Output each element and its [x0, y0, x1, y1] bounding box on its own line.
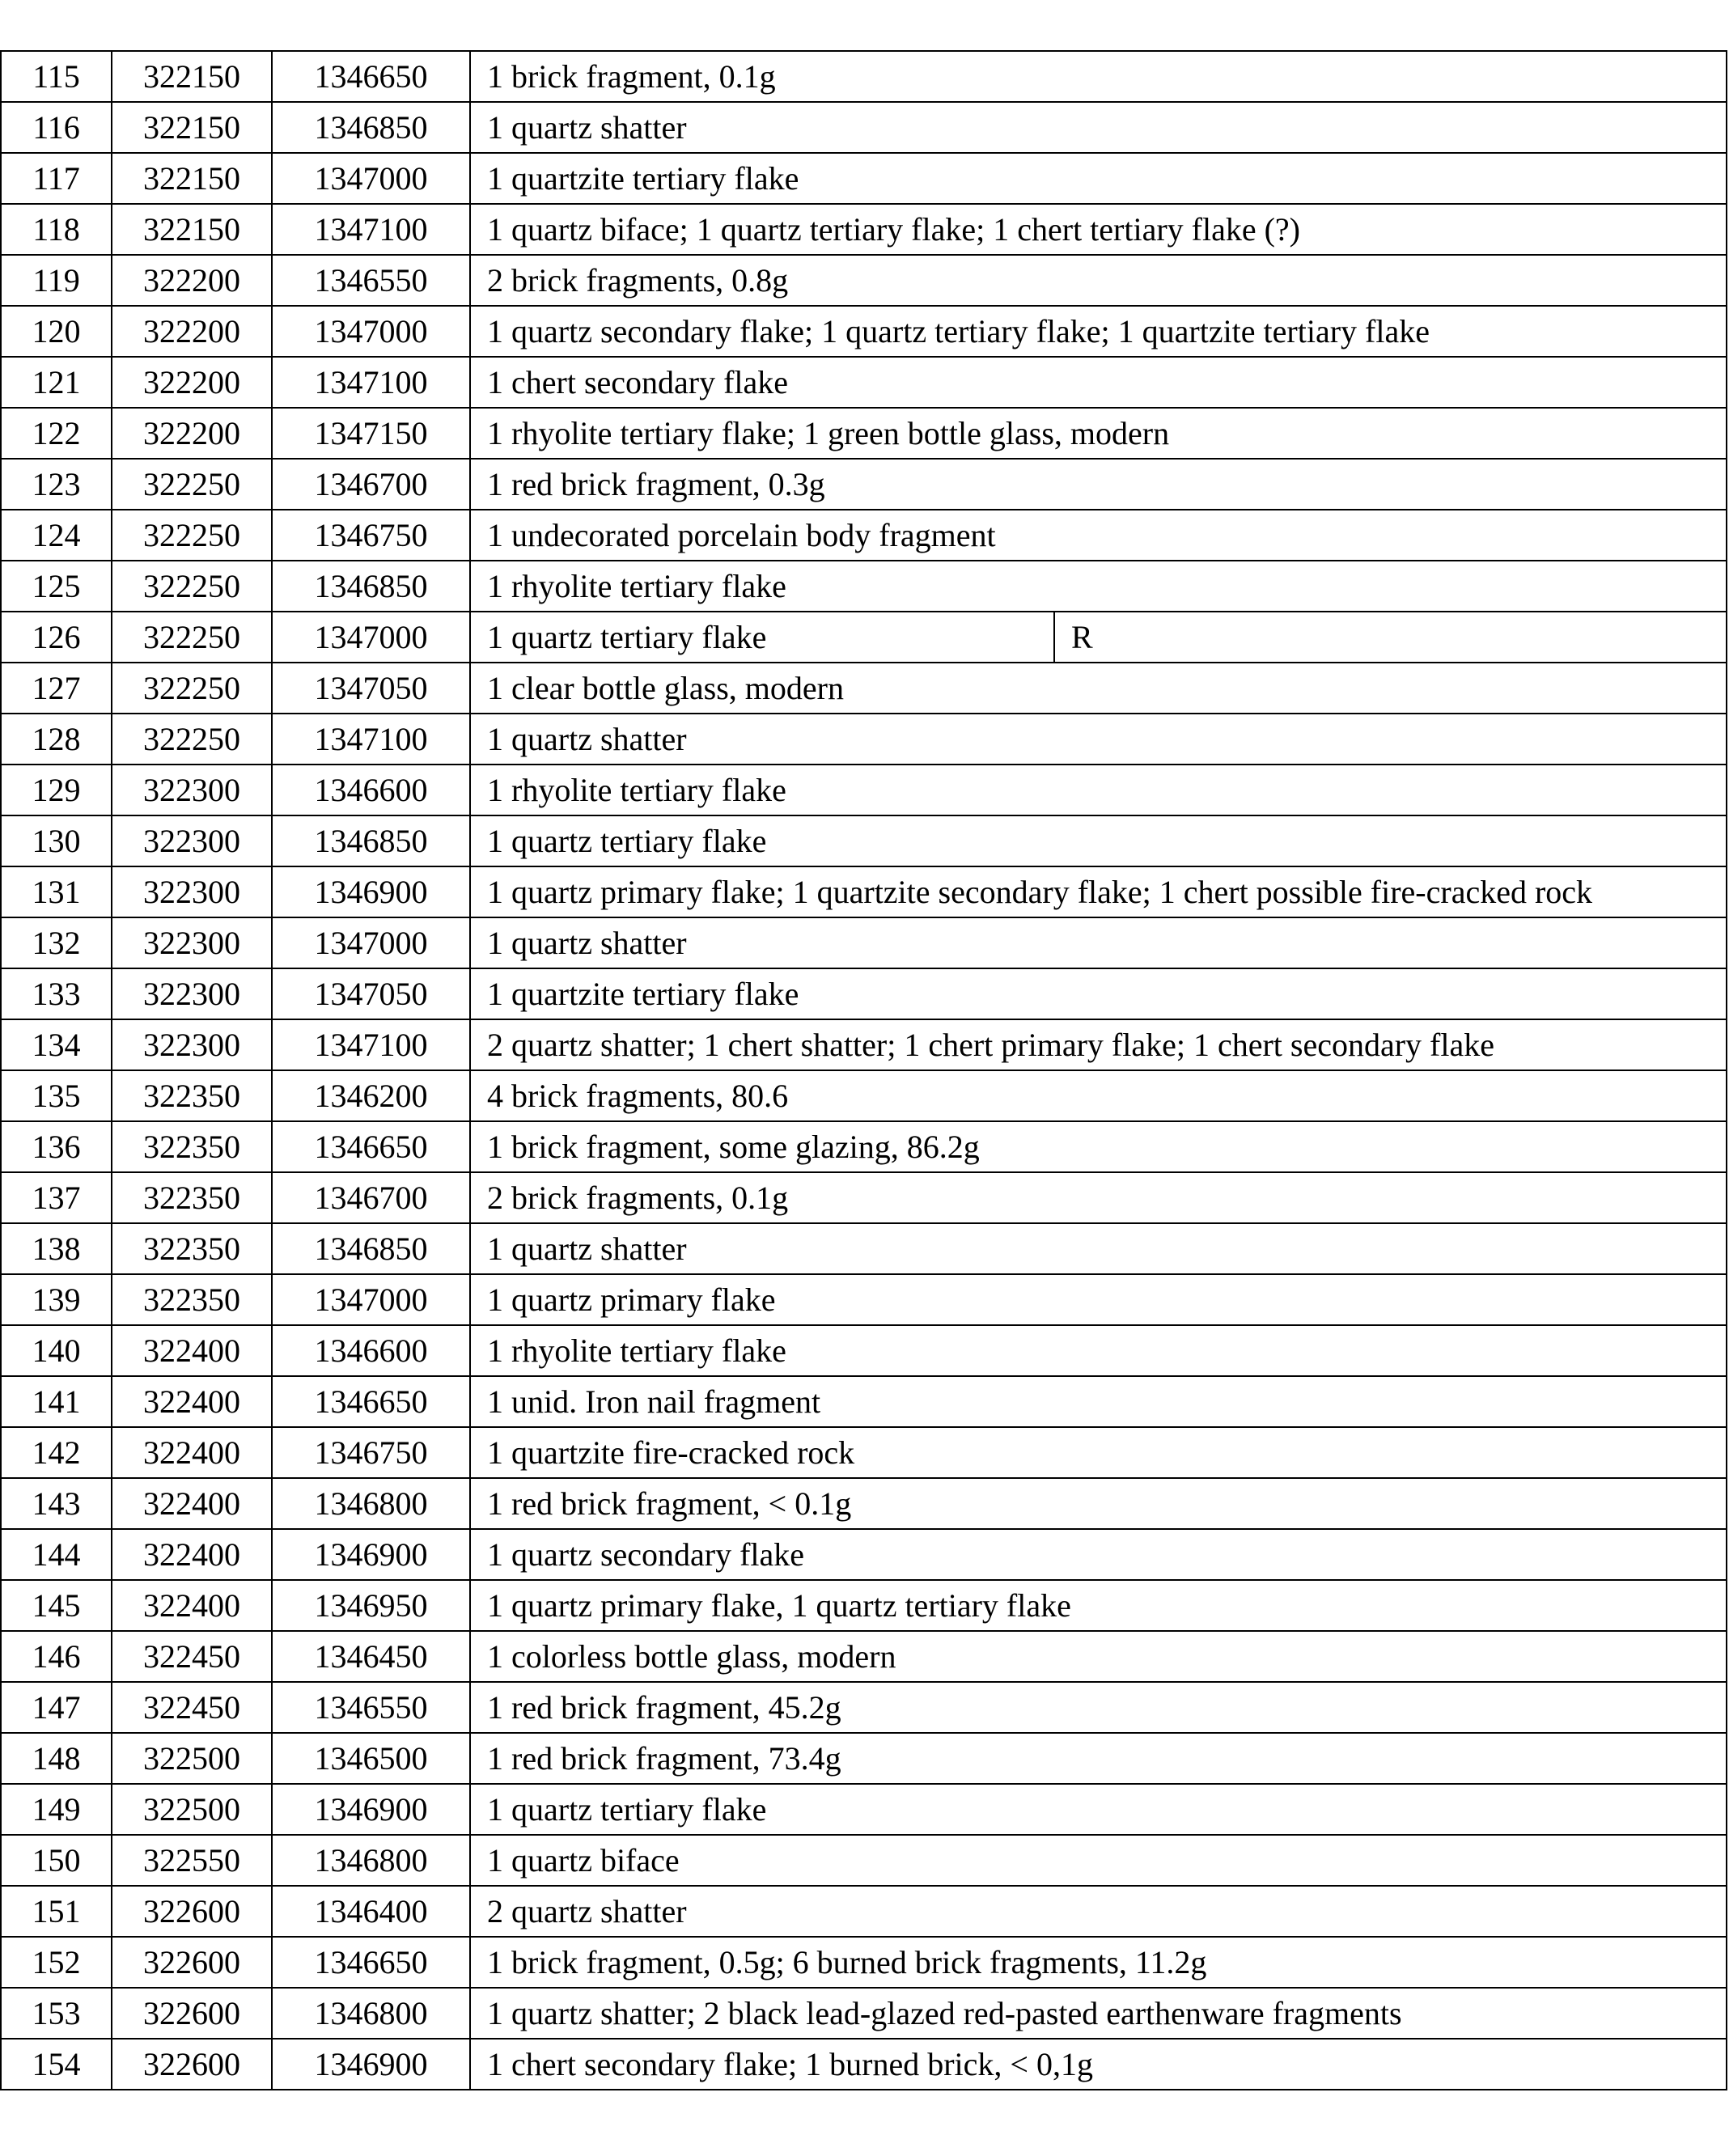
table-row [1, 1988, 1727, 2039]
northing-cell: 1346550 [272, 255, 470, 306]
row-id-cell: 116 [1, 102, 112, 153]
northing-cell: 1347100 [272, 714, 470, 765]
row-id-cell: 131 [1, 866, 112, 917]
northing-cell: 1347100 [272, 204, 470, 255]
description-cell: 1 brick fragment, 0.1g [470, 51, 1727, 102]
easting-cell: 322600 [112, 1886, 272, 1937]
northing-cell: 1346850 [272, 561, 470, 612]
easting-cell: 322600 [112, 2039, 272, 2090]
table-row [1, 459, 1727, 510]
description-cell: 2 brick fragments, 0.1g [470, 1172, 1727, 1223]
northing-cell: 1347100 [272, 1019, 470, 1070]
row-id-cell: 125 [1, 561, 112, 612]
easting-cell: 322300 [112, 968, 272, 1019]
row-id-cell: 146 [1, 1631, 112, 1682]
row-id-cell: 134 [1, 1019, 112, 1070]
row-id-cell: 140 [1, 1325, 112, 1376]
table-row [1, 1784, 1727, 1835]
table-body [1, 51, 1727, 2090]
easting-cell: 322600 [112, 1937, 272, 1988]
northing-cell: 1346700 [272, 1172, 470, 1223]
table-row [1, 357, 1727, 408]
table-row [1, 102, 1727, 153]
table-row [1, 917, 1727, 968]
table-row [1, 1580, 1727, 1631]
table-row [1, 1223, 1727, 1274]
easting-cell: 322150 [112, 153, 272, 204]
description-cell: 1 quartz primary flake [470, 1274, 1727, 1325]
easting-cell: 322200 [112, 306, 272, 357]
northing-cell: 1347000 [272, 612, 470, 663]
easting-cell: 322350 [112, 1172, 272, 1223]
description-cell: 1 quartz secondary flake; 1 quartz tertiary flake; 1 quartzite tertiary flake [470, 306, 1727, 357]
northing-cell: 1346200 [272, 1070, 470, 1121]
northing-cell: 1346800 [272, 1478, 470, 1529]
description-cell: 1 rhyolite tertiary flake; 1 green bottle glass, modern [470, 408, 1727, 459]
table-row [1, 765, 1727, 815]
northing-cell: 1346850 [272, 815, 470, 866]
row-id-cell: 133 [1, 968, 112, 1019]
row-id-cell: 126 [1, 612, 112, 663]
northing-cell: 1346550 [272, 1682, 470, 1733]
description-cell: 1 quartzite tertiary flake [470, 153, 1727, 204]
table-row [1, 968, 1727, 1019]
table-row [1, 1121, 1727, 1172]
description-cell: 1 quartz primary flake, 1 quartz tertiary flake [470, 1580, 1727, 1631]
row-id-cell: 115 [1, 51, 112, 102]
description-cell: 1 red brick fragment, 0.3g [470, 459, 1727, 510]
table-row [1, 1019, 1727, 1070]
description-cell: 1 quartz tertiary flake [470, 1784, 1727, 1835]
row-id-cell: 123 [1, 459, 112, 510]
description-cell: 1 quartz shatter [470, 1223, 1727, 1274]
table-row [1, 510, 1727, 561]
row-id-cell: 142 [1, 1427, 112, 1478]
table-row [1, 1886, 1727, 1937]
row-id-cell: 154 [1, 2039, 112, 2090]
description-cell: 1 quartz secondary flake [470, 1529, 1727, 1580]
description-cell: 2 quartz shatter; 1 chert shatter; 1 chert primary flake; 1 chert secondary flake [470, 1019, 1727, 1070]
description-cell: 1 quartzite tertiary flake [470, 968, 1727, 1019]
description-cell: 1 red brick fragment, < 0.1g [470, 1478, 1727, 1529]
row-id-cell: 139 [1, 1274, 112, 1325]
easting-cell: 322400 [112, 1376, 272, 1427]
northing-cell: 1346800 [272, 1835, 470, 1886]
description-cell: 1 quartz shatter; 2 black lead-glazed red-pasted earthenware fragments [470, 1988, 1727, 2039]
table-row [1, 815, 1727, 866]
row-id-cell: 150 [1, 1835, 112, 1886]
row-id-cell: 124 [1, 510, 112, 561]
table-row [1, 1529, 1727, 1580]
description-cell: 1 quartz biface; 1 quartz tertiary flake; 1 chert tertiary flake (?) [470, 204, 1727, 255]
table-row [1, 1274, 1727, 1325]
northing-cell: 1346600 [272, 765, 470, 815]
easting-cell: 322450 [112, 1682, 272, 1733]
easting-cell: 322300 [112, 1019, 272, 1070]
table-row [1, 306, 1727, 357]
northing-cell: 1346800 [272, 1988, 470, 2039]
row-id-cell: 128 [1, 714, 112, 765]
row-id-cell: 152 [1, 1937, 112, 1988]
description-cell: 1 unid. Iron nail fragment [470, 1376, 1727, 1427]
row-id-cell: 151 [1, 1886, 112, 1937]
northing-cell: 1346650 [272, 1121, 470, 1172]
table-row [1, 1172, 1727, 1223]
easting-cell: 322350 [112, 1274, 272, 1325]
row-id-cell: 127 [1, 663, 112, 714]
northing-cell: 1347000 [272, 917, 470, 968]
table-row [1, 1835, 1727, 1886]
description-cell: 2 quartz shatter [470, 1886, 1727, 1937]
northing-cell: 1347050 [272, 968, 470, 1019]
easting-cell: 322400 [112, 1427, 272, 1478]
northing-cell: 1346650 [272, 1937, 470, 1988]
easting-cell: 322400 [112, 1580, 272, 1631]
northing-cell: 1346900 [272, 1529, 470, 1580]
description-text: 1 quartz tertiary flake [487, 619, 767, 655]
description-cell: 1 quartz tertiary flake [470, 815, 1727, 866]
northing-cell: 1346750 [272, 1427, 470, 1478]
easting-cell: 322250 [112, 459, 272, 510]
table-row [1, 612, 1727, 663]
description-cell: 1 brick fragment, 0.5g; 6 burned brick fragments, 11.2g [470, 1937, 1727, 1988]
easting-cell: 322150 [112, 204, 272, 255]
easting-cell: 322550 [112, 1835, 272, 1886]
easting-cell: 322150 [112, 102, 272, 153]
description-cell: 1 chert secondary flake; 1 burned brick, < 0,1g [470, 2039, 1727, 2090]
row-id-cell: 130 [1, 815, 112, 866]
row-id-cell: 120 [1, 306, 112, 357]
table-row [1, 153, 1727, 204]
table-row [1, 1478, 1727, 1529]
northing-cell: 1346400 [272, 1886, 470, 1937]
easting-cell: 322200 [112, 357, 272, 408]
description-cell: 4 brick fragments, 80.6 [470, 1070, 1727, 1121]
table-row [1, 1682, 1727, 1733]
easting-cell: 322200 [112, 255, 272, 306]
description-cell: 1 rhyolite tertiary flake [470, 561, 1727, 612]
easting-cell: 322250 [112, 714, 272, 765]
row-id-cell: 143 [1, 1478, 112, 1529]
northing-cell: 1347100 [272, 357, 470, 408]
row-id-cell: 145 [1, 1580, 112, 1631]
easting-cell: 322300 [112, 917, 272, 968]
northing-cell: 1346450 [272, 1631, 470, 1682]
easting-cell: 322350 [112, 1070, 272, 1121]
row-id-cell: 132 [1, 917, 112, 968]
table-row [1, 1376, 1727, 1427]
row-id-cell: 149 [1, 1784, 112, 1835]
description-cell: 1 red brick fragment, 73.4g [470, 1733, 1727, 1784]
northing-cell: 1346700 [272, 459, 470, 510]
description-cell: 1 quartzite fire-cracked rock [470, 1427, 1727, 1478]
row-id-cell: 136 [1, 1121, 112, 1172]
easting-cell: 322250 [112, 663, 272, 714]
easting-cell: 322600 [112, 1988, 272, 2039]
row-id-cell: 137 [1, 1172, 112, 1223]
row-id-cell: 135 [1, 1070, 112, 1121]
row-id-cell: 121 [1, 357, 112, 408]
northing-cell: 1347000 [272, 1274, 470, 1325]
description-cell: 1 quartz shatter [470, 714, 1727, 765]
northing-cell: 1346950 [272, 1580, 470, 1631]
table-row [1, 1631, 1727, 1682]
row-id-cell: 129 [1, 765, 112, 815]
northing-cell: 1346850 [272, 1223, 470, 1274]
easting-cell: 322250 [112, 510, 272, 561]
note-text: R [1071, 619, 1093, 655]
table-row [1, 1937, 1727, 1988]
easting-cell: 322400 [112, 1478, 272, 1529]
table-row [1, 2039, 1727, 2090]
northing-cell: 1346750 [272, 510, 470, 561]
row-id-cell: 119 [1, 255, 112, 306]
table-row [1, 663, 1727, 714]
row-id-cell: 138 [1, 1223, 112, 1274]
northing-cell: 1346650 [272, 51, 470, 102]
row-id-cell: 144 [1, 1529, 112, 1580]
description-cell: 1 clear bottle glass, modern [470, 663, 1727, 714]
row-id-cell: 117 [1, 153, 112, 204]
cell-divider [1053, 612, 1055, 663]
row-id-cell: 118 [1, 204, 112, 255]
easting-cell: 322300 [112, 815, 272, 866]
easting-cell: 322500 [112, 1784, 272, 1835]
northing-cell: 1346650 [272, 1376, 470, 1427]
description-cell: 1 brick fragment, some glazing, 86.2g [470, 1121, 1727, 1172]
row-id-cell: 148 [1, 1733, 112, 1784]
northing-cell: 1346900 [272, 866, 470, 917]
table-row [1, 1325, 1727, 1376]
description-cell: 1 quartz biface [470, 1835, 1727, 1886]
description-cell: 1 quartz shatter [470, 917, 1727, 968]
table-row [1, 204, 1727, 255]
easting-cell: 322350 [112, 1223, 272, 1274]
easting-cell: 322250 [112, 561, 272, 612]
northing-cell: 1346850 [272, 102, 470, 153]
description-cell: 1 red brick fragment, 45.2g [470, 1682, 1727, 1733]
easting-cell: 322500 [112, 1733, 272, 1784]
northing-cell: 1347000 [272, 306, 470, 357]
row-id-cell: 153 [1, 1988, 112, 2039]
row-id-cell: 141 [1, 1376, 112, 1427]
table-row [1, 408, 1727, 459]
description-cell: 1 undecorated porcelain body fragment [470, 510, 1727, 561]
easting-cell: 322150 [112, 51, 272, 102]
easting-cell: 322200 [112, 408, 272, 459]
description-cell: 1 quartz primary flake; 1 quartzite secondary flake; 1 chert possible fire-cracked rock [470, 866, 1727, 917]
northing-cell: 1346900 [272, 2039, 470, 2090]
easting-cell: 322400 [112, 1325, 272, 1376]
table-row [1, 1427, 1727, 1478]
northing-cell: 1346900 [272, 1784, 470, 1835]
table-row [1, 1070, 1727, 1121]
description-cell [470, 612, 1727, 663]
easting-cell: 322450 [112, 1631, 272, 1682]
description-cell: 1 rhyolite tertiary flake [470, 1325, 1727, 1376]
table-row [1, 866, 1727, 917]
northing-cell: 1347150 [272, 408, 470, 459]
easting-cell: 322400 [112, 1529, 272, 1580]
description-cell: 1 colorless bottle glass, modern [470, 1631, 1727, 1682]
table-row [1, 51, 1727, 102]
northing-cell: 1346600 [272, 1325, 470, 1376]
row-id-cell: 147 [1, 1682, 112, 1733]
easting-cell: 322350 [112, 1121, 272, 1172]
northing-cell: 1347000 [272, 153, 470, 204]
table-row [1, 561, 1727, 612]
easting-cell: 322300 [112, 765, 272, 815]
description-cell: 1 chert secondary flake [470, 357, 1727, 408]
description-cell: 1 rhyolite tertiary flake [470, 765, 1727, 815]
easting-cell: 322300 [112, 866, 272, 917]
northing-cell: 1347050 [272, 663, 470, 714]
table-row [1, 255, 1727, 306]
easting-cell: 322250 [112, 612, 272, 663]
description-cell: 1 quartz shatter [470, 102, 1727, 153]
table-row [1, 714, 1727, 765]
description-cell: 2 brick fragments, 0.8g [470, 255, 1727, 306]
artifact-table [0, 50, 1727, 2090]
row-id-cell: 122 [1, 408, 112, 459]
table-row [1, 1733, 1727, 1784]
northing-cell: 1346500 [272, 1733, 470, 1784]
